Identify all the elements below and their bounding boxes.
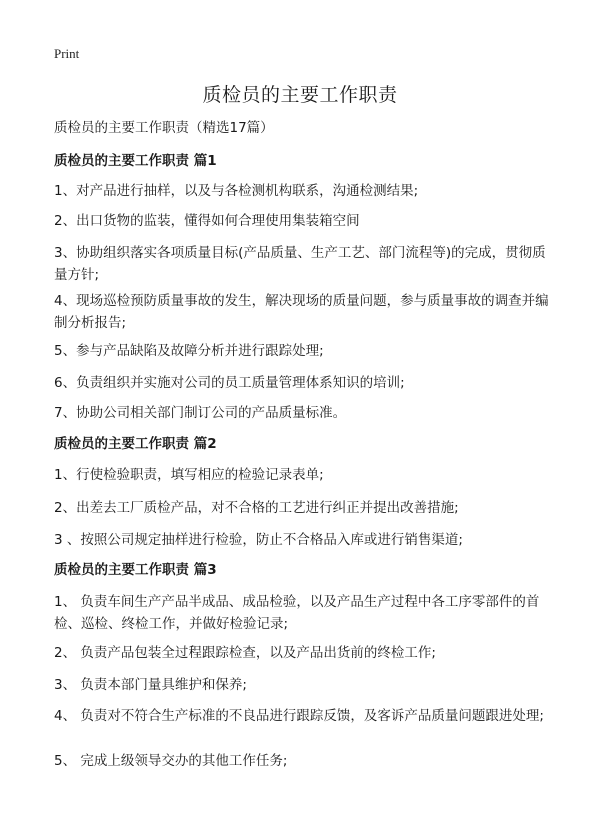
- list-item: 2、 负责产品包装全过程跟踪检查，以及产品出货前的终检工作;: [54, 645, 436, 661]
- list-item: 6、负责组织并实施对公司的员工质量管理体系知识的培训;: [54, 375, 405, 391]
- list-item: 3 、按照公司规定抽样进行检验，防止不合格品入库或进行销售渠道;: [54, 532, 463, 548]
- list-item: 2、出差去工厂质检产品，对不合格的工艺进行纠正并提出改善措施;: [54, 500, 459, 516]
- list-item: 2、出口货物的监装，懂得如何合理使用集装箱空间: [54, 213, 360, 229]
- list-item: 4、现场巡检预防质量事故的发生，解决现场的质量问题，参与质量事故的调查并编制分析报告;: [54, 293, 549, 331]
- print-link[interactable]: Print: [54, 46, 80, 61]
- page-title: 质检员的主要工作职责: [202, 84, 398, 106]
- section-heading: 质检员的主要工作职责 篇1: [54, 153, 217, 169]
- list-item: 4、 负责对不符合生产标准的不良品进行跟踪反馈，及客诉产品质量问题跟进处理;: [54, 708, 544, 724]
- intro-text: 质检员的主要工作职责（精选17篇）: [54, 120, 274, 136]
- section-heading: 质检员的主要工作职责 篇3: [54, 562, 217, 578]
- section-heading: 质检员的主要工作职责 篇2: [54, 436, 217, 452]
- list-item: 3、协助组织落实各项质量目标(产品质量、生产工艺、部门流程等)的完成，贯彻质量方针;: [54, 245, 546, 283]
- list-item: 5、参与产品缺陷及故障分析并进行跟踪处理;: [54, 343, 324, 359]
- list-item: 1、对产品进行抽样，以及与各检测机构联系，沟通检测结果;: [54, 183, 419, 199]
- list-item: 1、行使检验职责，填写相应的检验记录表单;: [54, 467, 324, 483]
- list-item: 7、协助公司相关部门制订公司的产品质量标准。: [54, 405, 347, 421]
- list-item: 5、 完成上级领导交办的其他工作任务;: [54, 753, 288, 769]
- list-item: 3、 负责本部门量具维护和保养;: [54, 677, 247, 693]
- list-item: 1、 负责车间生产产品半成品、成品检验，以及产品生产过程中各工序零部件的首检、巡检、终检工作，并做好检验记录;: [54, 594, 540, 632]
